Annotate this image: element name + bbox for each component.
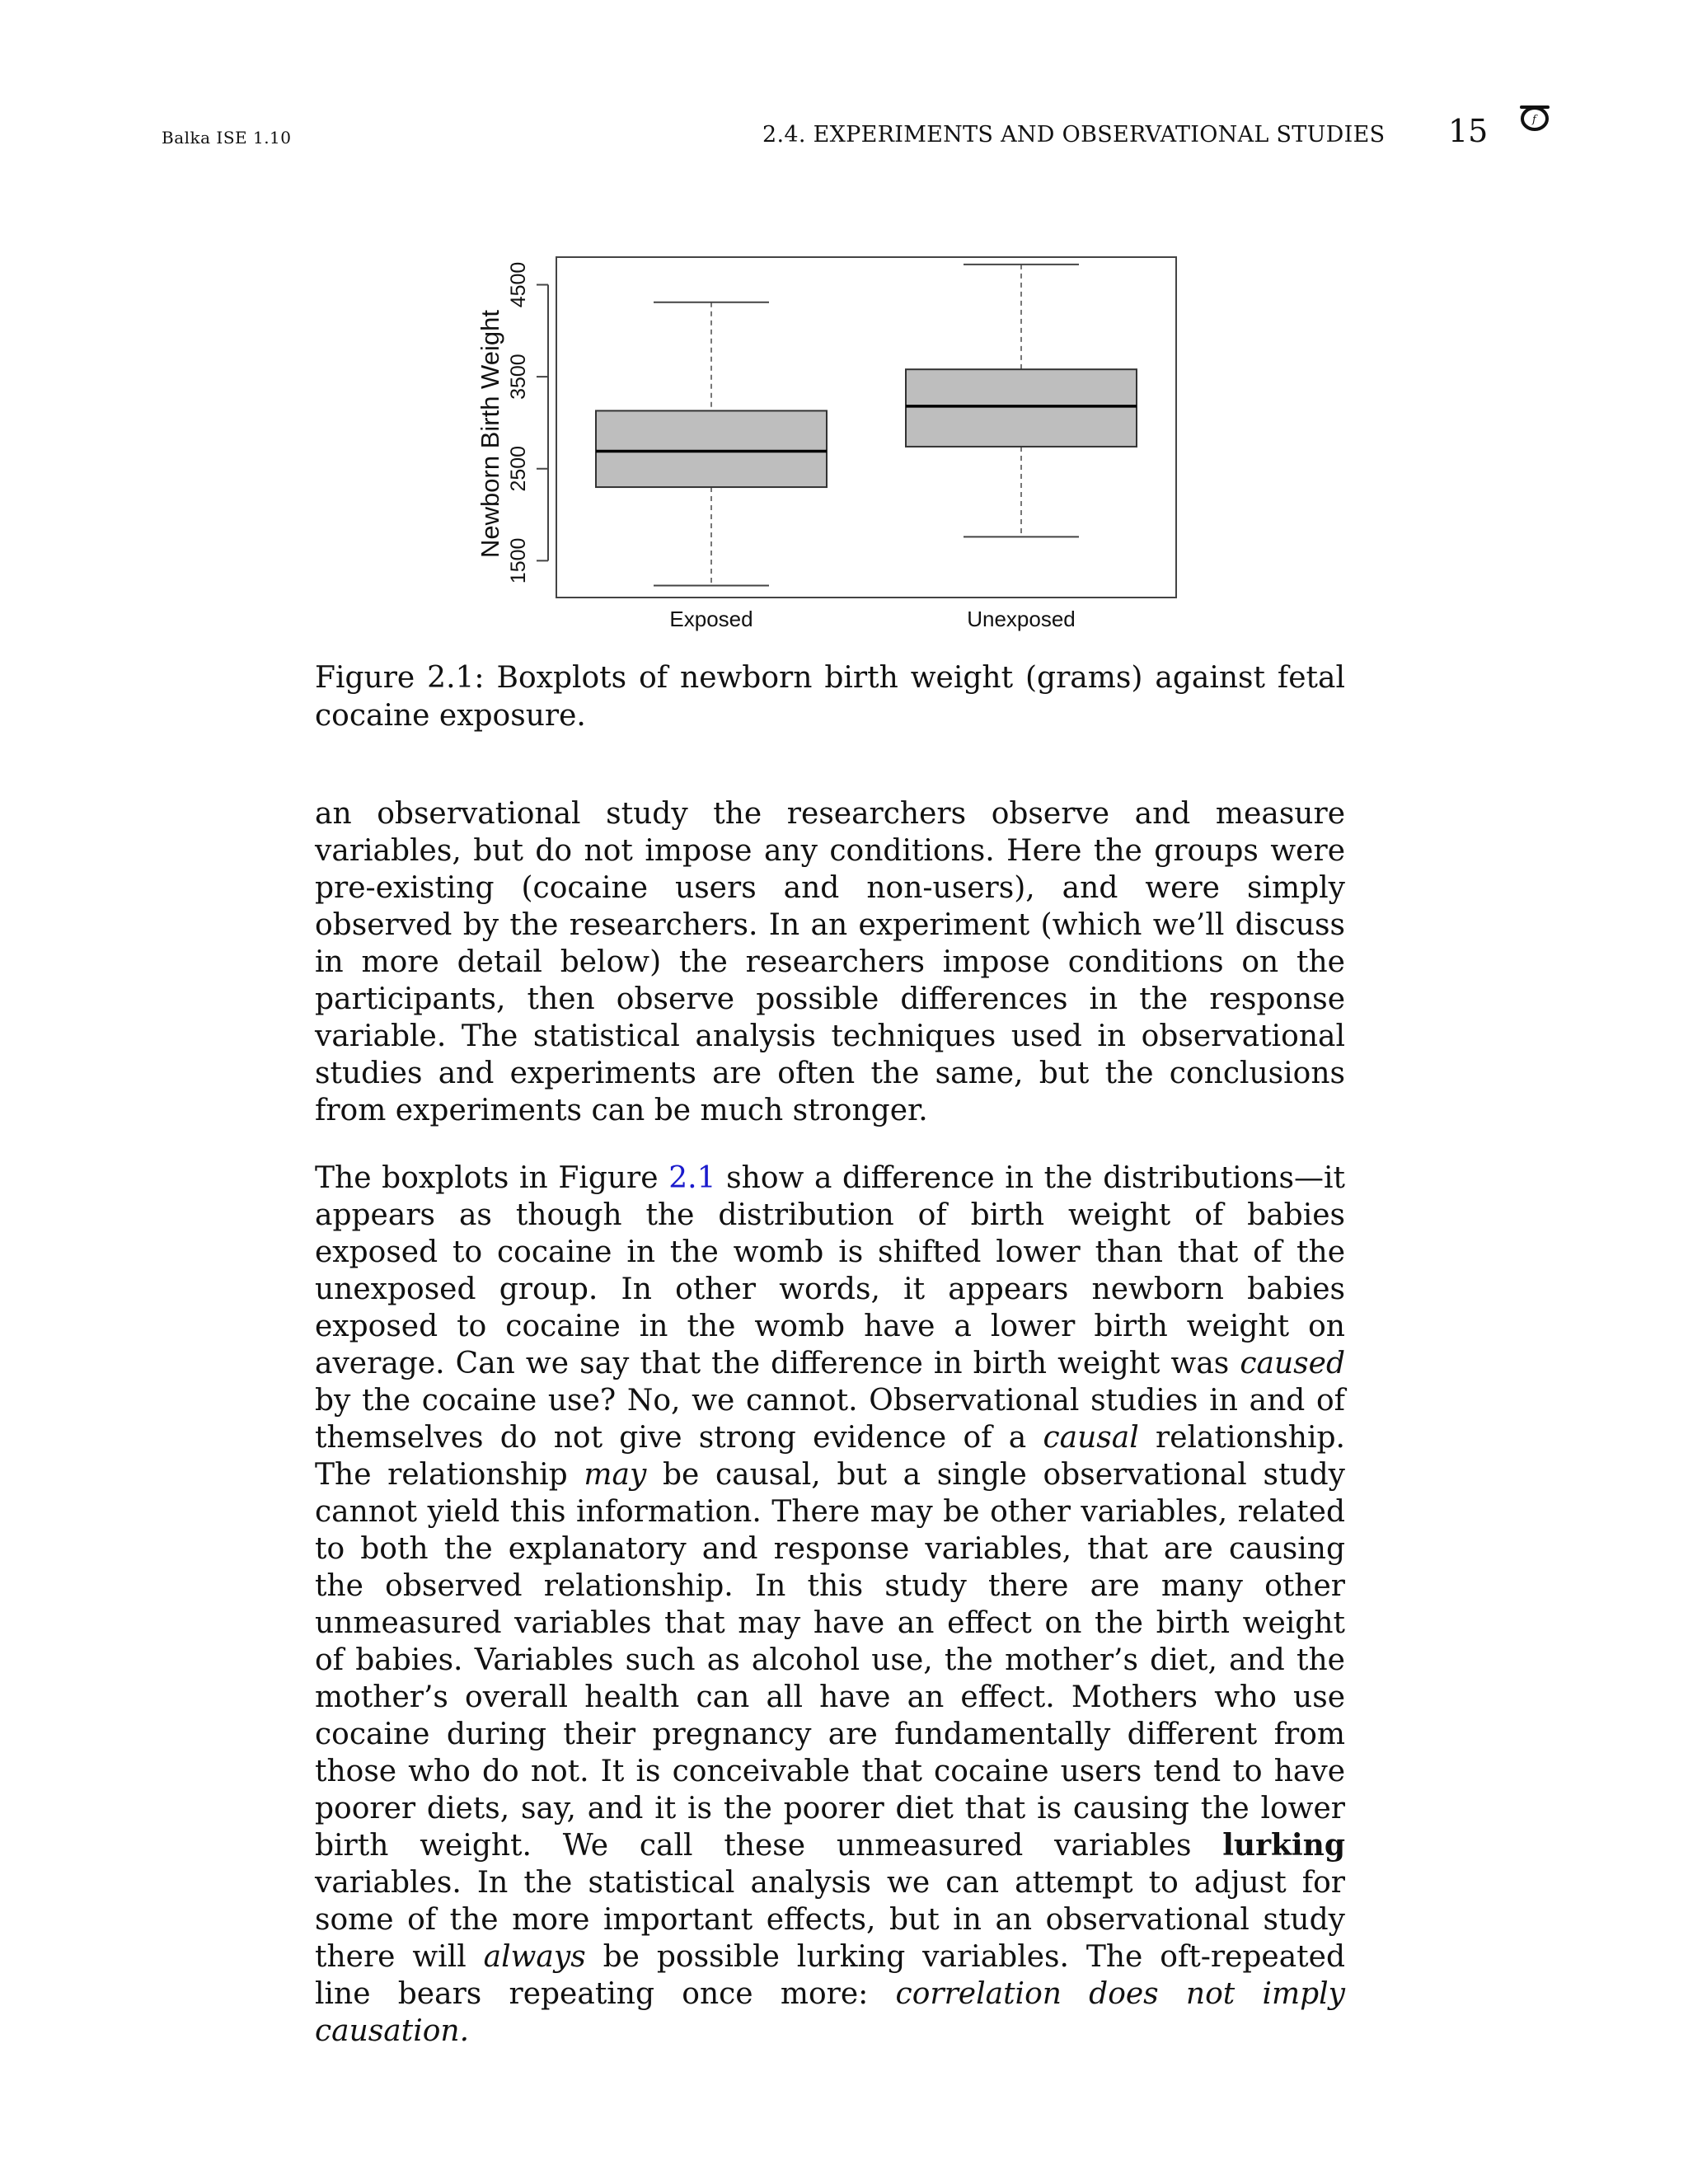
box-exposed [596, 410, 827, 487]
x-tick-label: Exposed [669, 607, 753, 631]
emphasis-always: always [483, 1940, 586, 1974]
figure-caption [315, 659, 1345, 735]
y-tick-label: 3500 [507, 354, 530, 400]
emphasis-causal: causal [1043, 1421, 1139, 1455]
x-tick-label: Unexposed [967, 607, 1076, 631]
box-unexposed [906, 369, 1137, 447]
emphasis-correlation: correlation does not imply causation. [315, 1977, 1346, 2048]
emphasis-caused: caused [1240, 1347, 1345, 1380]
boxplot-figure [0, 0, 1688, 651]
figure-reference-link[interactable]: 2.1 [668, 1161, 716, 1195]
figure-caption-text: Boxplots of newborn birth weight (grams) against fetal cocaine exposure. [315, 661, 1345, 733]
term-lurking: lurking [1222, 1828, 1345, 1863]
running-header-left: Balka ISE 1.10 [162, 128, 292, 148]
paragraph-1: an observational study the researchers observe and measure variables, but do not impose any conditions. Here the groups were pre-existing (cocaine users and non-users), and were simply observed by the researchers. In an experiment (which we’ll discuss in more detail below) the researchers impose conditions on the participants, then observe possible differences in the response variable. The statistical analysis techniques used in observational studies and experiments are often the same, but the conclusions from experiments can be much stronger. [315, 797, 1345, 1127]
running-header-section: 2.4. EXPERIMENTS AND OBSERVATIONAL STUDIES [762, 122, 1386, 148]
page-number: 15 [1448, 113, 1489, 149]
body-text [315, 795, 1345, 2080]
y-tick-label: 2500 [507, 445, 530, 492]
emphasis-may: may [584, 1458, 647, 1492]
paragraph-2: The boxplots in Figure 2.1 show a difference in the distributions—it appears as though the distribution of birth weight of babies exposed to cocaine in the womb is shifted lower than that of the unexposed group. In other words, it appears newborn babies exposed to cocaine in the womb have a lower birth weight on average. Can we say that the difference in birth weight was caused by the cocaine use? No, we cannot. Observational studies in and of themselves do not give strong evidence of a causal relationship. The relationship may be causal, but a single observational study cannot yield this information. There may be other variables, related to both the explanatory and response variables, that are causing the observed relationship. In this study there are many other unmeasured variables that may have an effect on the birth weight of babies. Variables such as alcohol use, the mother’s diet, and the mother’s overall health can all have an effect. Mothers who use cocaine during their pregnancy are fundamentally different from those who do not. It is conceivable that cocaine users tend to have poorer diets, say, and it is the poorer diet that is causing the lower birth weight. We call these unmeasured variables lurking variables. In the statistical analysis we can attempt to adjust for some of the more important effects, but in an observational study there will always be possible lurking variables. The oft-repeated line bears repeating once more: correlation does not imply causation. [315, 1161, 1346, 2048]
figure-label: Figure 2.1: [315, 661, 485, 695]
svg-text:f: f [1532, 114, 1536, 126]
y-tick-label: 4500 [507, 261, 530, 308]
y-axis-label: Newborn Birth Weight [476, 310, 504, 558]
y-tick-label: 1500 [507, 537, 530, 584]
